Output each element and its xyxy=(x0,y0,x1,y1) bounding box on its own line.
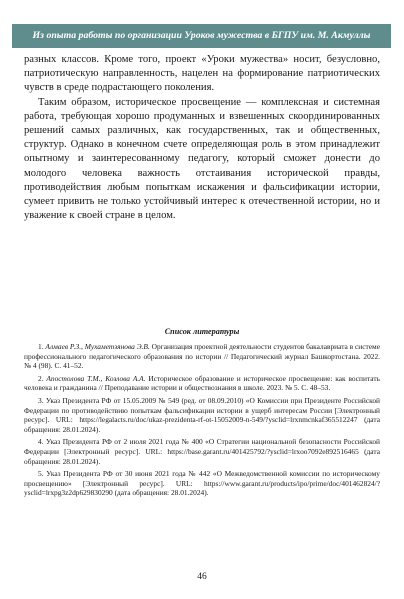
paragraph: Таким образом, историческое просвещение — комплексная и системная работа, требующая хорошо продуманных и взвешенных скоординированных решений самых различных, как государственных, так и общественных, структур. Однако в конечном счете определяющая роль в этом принадлежит опытному и заинтересованному педагогу, который сможет донести до молодого человека важность отстаивания исторической правды, противодействия любым попыткам искажения и фальсификации истории, сумеет привить не только устойчивый интерес к отечественной истории, но и уважение к своей стране в целом. xyxy=(24,96,380,222)
reference-item xyxy=(24,374,380,393)
reference-number: 1. xyxy=(38,342,44,351)
reference-item xyxy=(24,469,380,498)
reference-number: 4. xyxy=(38,437,44,447)
references-list xyxy=(24,342,380,501)
reference-item xyxy=(24,437,380,466)
paragraph: разных классов. Кроме того, проект «Уроки мужества» носит, безусловно, патриотическую направленность, нацелен на формирование патриотических чувств в среде подрастающего поколения. xyxy=(24,54,380,94)
page-number: 46 xyxy=(197,572,207,582)
reference-item xyxy=(24,396,380,434)
reference-number: 5. xyxy=(38,469,44,479)
reference-text: Указ Президента РФ от 30 июня 2021 года № 442 «О Межведомственной комиссии по историческому просвещению» [Электронный ресурс]. URL: https://www.garant.ru/products/ipo/prime/doc/401462824/?ysclid=lrxpg3z2dp629830290 (дата обращения: 28.01.2024). xyxy=(24,469,380,498)
reference-authors: Апостолова Т.М., Козлова А.А. xyxy=(46,373,146,383)
reference-authors: Алмаев Р.З., Мухаметзянова Э.В. xyxy=(45,342,150,351)
reference-text: Указ Президента РФ от 2 июля 2021 года № 400 «О Стратегии национальной безопасности Российской Федерации [Электронный ресурс]. URL: https://base.garant.ru/401425792/?ysclid=lrxoo7092e892516465 (дата обращения: 28.01.2024). xyxy=(24,437,380,466)
reference-text: Указ Президента РФ от 15.05.2009 № 549 (ред. от 08.09.2010) «О Комиссии при Президенте Российской Федерации по противодействию попыткам фальсификации истории в ущерб интересам России [Электронный ресурс]. URL: https://legalacts.ru/doc/ukaz-prezidenta-rf-ot-15052009-n-549/?ysclid=lrxnmcnkaf365512247 (дата обращения: 28.01.2024). xyxy=(24,395,380,434)
main-text xyxy=(24,53,380,223)
reference-text: Историческое образование и историческое просвещение: как воспитать человека и гражданина // Преподавание истории и обществознания в школе. 2023. № 5. С. 48–53. xyxy=(24,373,380,393)
references-title: Список литературы xyxy=(164,327,240,336)
reference-text: Организация проектной деятельности студентов бакалавриата в системе профессионального педагогического образования по истории // Педагогический журнал Башкортостана. 2022. № 4 (98). С. 41–52. xyxy=(24,342,380,371)
reference-number: 3. xyxy=(38,395,44,405)
reference-number: 2. xyxy=(38,373,44,383)
reference-item xyxy=(24,342,380,371)
running-header: Из опыта работы по организации Уроков мужества в БГПУ им. М. Акмуллы xyxy=(12,24,391,48)
